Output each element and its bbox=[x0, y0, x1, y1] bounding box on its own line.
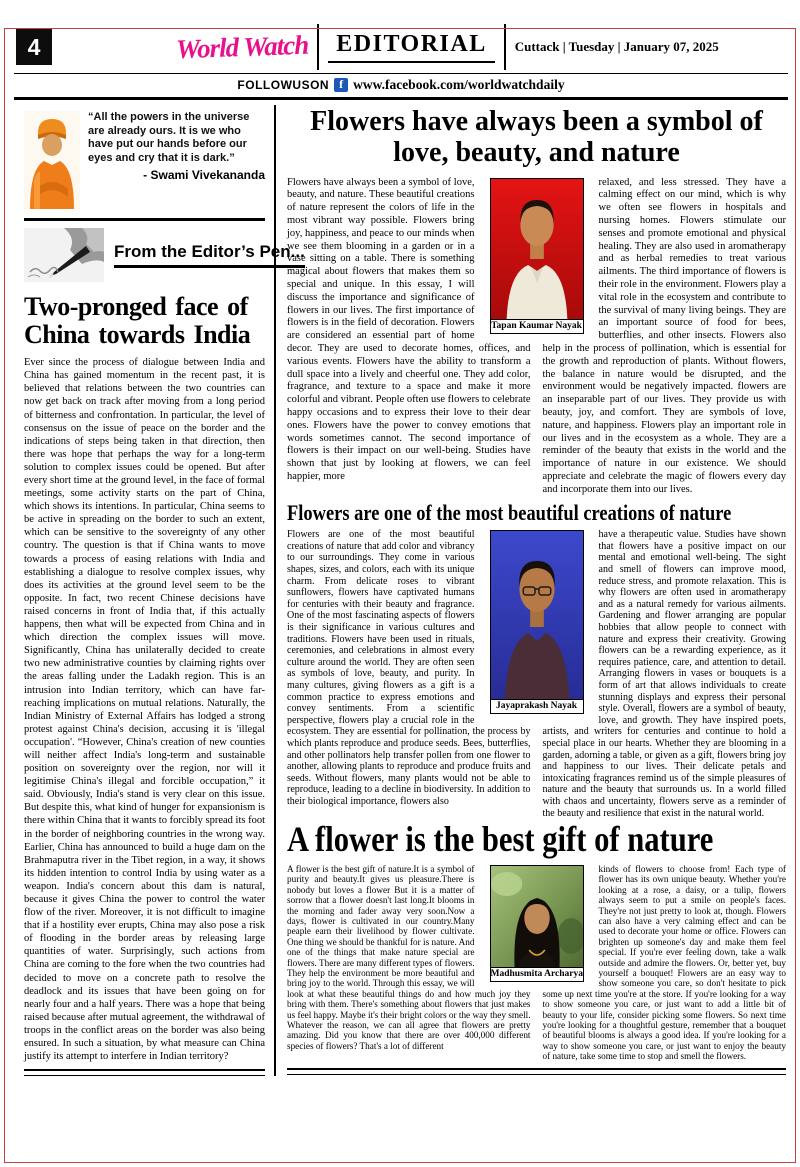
article-headline: A flower is the best gift of nature bbox=[287, 819, 714, 860]
photo-caption: Jayaprakash Nayak bbox=[490, 700, 584, 714]
photo-caption: Madhusmita Archarya bbox=[490, 968, 584, 982]
facebook-icon: f bbox=[334, 78, 348, 92]
article-column-left: A flower is the best gift of nature.It is a symbol of purity and beauty.It gives us pleasure.There is nobody but loves a flower But it is a matter of sorrow that a flower doesn't last long.It blooms in the morning and fader away very soon.Now a days, flower is cultivated in our country.Many peaple earn their livelihood by flower cultivate. One thing we should be thankful for is nature. And one of the things that make nature special are flowers. There are many different types of flowers. They help the environment be more beautiful and bring joy to the world. Through this essay, we will look at what these beautiful things do and how much joy they bring with them. There's something about flowers that just makes us feel happy. Maybe it's their bright colors or the way they smell. Whatever the reason, we can all agree that flowers are pretty amazing. Did you know that there are over 400,000 different species of flowers? That's a lot of different bbox=[287, 863, 531, 1051]
article-column-left: Flowers are one of the most beautiful creations of nature that add color and vibrancy to our surroundings. They come in various shapes, sizes, and colors, each with its unique charm. From delicate roses to vibrant sunflowers, flowers have captivated humans for centuries with their beauty and fragrance. One of the most fascinating aspects of flowers is their significance in various cultures and traditions. Flowers have been used in rituals, ceremonies, and celebrations in almost every culture around the world. They are often seen as symbols of love, beauty, and purity. In many cultures, giving flowers as a gift is a common practice to express emotions and convey sentiments. From a scientific perspective, flowers play a crucial role in the ecosystem. They are essential for pollination, the process by which plants reproduce and produce seeds. Bees, butterflies, and other pollinators help transfer pollen from one flower to another, allowing plants to reproduce and produce fruits and seeds. Without flowers, many plants would not be able to reproduce, leading to a decline in biodiversity. In addition to their biological importance, flowers also bbox=[287, 529, 531, 807]
masthead-divider bbox=[317, 24, 319, 70]
photo-box bbox=[490, 178, 584, 334]
page-body bbox=[18, 105, 788, 1076]
fountain-pen-image bbox=[24, 228, 104, 282]
dateline: Cuttack | Tuesday | January 07, 2025 bbox=[514, 39, 719, 54]
section-title: EDITORIAL bbox=[328, 31, 494, 63]
article-column-right: relaxed, and less stressed. They have a calming effect on our mind, which is why we often see flowers in hospitals and nursing homes. Flowers stimulate our senses and promote emotional and physical healing. They are also used in aromatherapy and as herbal remedies to treat various ailments. The third importance of flowers is their role in the environment. Flowers play a vital role in the ecosystem and contribute to the survival of many living beings. They are an important source of food for bees, butterflies, and other insects. Flowers also help in the process of pollination, which is essential for the growth and reproduction of plants. Without flowers, the balance in nature would be disrupted, and the environment would be negatively impacted. flowers are an inseparable part of our lives. They provide us with beauty, joy, and comfort. They are symbols of love, nature, and happiness. Flowers play an important role in our lives and in the ecosystem as a whole. They are a reminder of the beauty that exists in the world and the importance of nature in our existence. We should appreciate and celebrate the magic of flowers every day and incorporate them into our lives. bbox=[542, 176, 786, 495]
article-flowers-symbol bbox=[287, 107, 786, 497]
quote-box bbox=[24, 107, 265, 221]
article-column-right: kinds of flowers to choose from! Each type of flower has its own unique beauty. Whether you're looking at a rose, a daisy, or a tulip, flowers always seem to put a smile on people's faces. They're not just pretty to look at, though. Flowers can also have a very calming effect and can be used to decorate your home or office. Flowers can brighten up someone's day and make them feel special. If you're ever feeling down, take a walk outside and admire the flowers. Or, better yet, buy yourself a bouquet! Flowers are an easy way to show someone you care, so don't hesitate to pick some up next time you're at the store. If you're looking for a way to show someone you care, or just want to add a little bit of beauty to your life, consider picking some flowers. So next time you're looking for a thoughtful gesture, remember that a bouquet of beautiful blooms is always a good idea. If you're looking for a way to show someone you care, or just want to enjoy the beauty of nature, take some time to stop and smell the flowers. bbox=[542, 863, 786, 1062]
world-watch-logo: World Watch bbox=[175, 29, 309, 64]
follow-us-label: FOLLOWUSON bbox=[237, 78, 330, 92]
masthead-divider bbox=[504, 24, 506, 70]
article-flower-best-gift bbox=[287, 821, 786, 1062]
editors-pen-banner: From the Editor’s Pen... bbox=[114, 242, 305, 268]
bottom-rule bbox=[287, 1068, 786, 1075]
article-column-left: Flowers have always been a symbol of love, beauty, and nature. These beautiful creations of nature represent the colors of life in the most vibrant way possible. Flowers bring joy, happiness, and peace to our minds when we see them blooming in a garden or in a vase sitting on a table. There is something magical about flowers that makes them so special and unique. In this essay, I will discuss the importance and significance of flowers in our lives. The first importance of flowers is in the field of decoration. Flowers are considered an essential part of home decor. They are used to decorate homes, offices, and various events. Flowers have the ability to transform a dull space into a lively and cheerful one. They add color, fragrance, and texture to a space and make it more colorful and vibrant. People often use flowers to celebrate happy occasions and to express their love to their dear ones. Flowers have the power to convey emotions that words sometimes cannot. The second importance of flowers is their impact on our well-being. Studies have shown that just by looking at flowers, we can feel happier, more bbox=[287, 176, 531, 482]
editorial-body: Ever since the process of dialogue between India and China has gained momentum in the recent past, it is believed that relations between the two countries can now get back on track after moving from a long period of bitterness and confrontation. In particular, the level of consensus on the issue of peace on the border and the indications of steps being taken in that direction, then there was hope that perhaps the way for a long-term solution to complex issues could be opened. But after every short time at the ground level, in the face of formal meetings, some activity starts on the part of China, which shows its intentions. In particular, China seems to be active in spreading on the border to such an extent, which can be sensitive to the sovereignty of any other country. The question is that if China wants to move towards a process of easing relations with India and establishing a dialogue to resolve complex issues, why does its activities at the ground level seem to be the opposite. In fact, two recent Chinese decisions have raised concerns in front of India that, if this actually happens, then what will be expected from China and in which direction the complex issues will move. Significantly, China has unilaterally decided to create two new administrative counties by claiming rights over the areas falling under the Ladakh region. This is an intrusion into Indian territory, which can have far-reaching implications on mutual relations. Naturally, the Indian Ministry of External Affairs has lodged a strong protest against China's decision, accusing it is 'illegal occupation'. “However, China's creation of new counties will neither affect India's long-term and sustainable position on sovereignty over the region, nor will it legitimise China's illegal and forcible occupation,” it said. Obviously, India's stand is very clear on this issue. But despite this, what kind of hunger for expansionism is there within China that it wants to forcibly spread its foot in the border of neighboring countries in the wrong way. Earlier, China has announced to build a huge dam on the Brahmaputra river in the Tibet region, in a way, it shows its hidden intention to control India by using water as a weapon. India's concern about this dam is natural, because it gives China the power to control the water flow of the river. Moreover, it is not difficult to imagine that if a hostility ever erupts, China may also pose a risk of flooding in the border areas by releasing large quantities of water. Surprisingly, such actions from China are coming to the fore when the two countries had decided to move on a concrete path to resolve the deadlock and its issues that have been going on for nearly four and a half years. There was a hope that being raised because after mutual agreement, the withdrawal of troops in the conflict areas on the border was also being ensured. In such a situation, by what measure can China justify its attempt to interfere in Indian territory? bbox=[24, 357, 265, 1063]
article-body bbox=[287, 864, 786, 1062]
article-body bbox=[287, 529, 786, 819]
editor-banner bbox=[24, 221, 305, 285]
quote-author: - Swami Vivekananda bbox=[143, 168, 265, 183]
madhusmita-archarya-photo bbox=[490, 865, 584, 968]
editorial-headline: Two-pronged face of China towards India bbox=[24, 292, 251, 350]
photo-caption: Tapan Kaumar Nayak bbox=[490, 320, 584, 334]
article-column-right: have a therapeutic value. Studies have shown that flowers have a positive impact on our mental and emotional well-being. The sight and smell of flowers can improve mood, reduce stress, and promote relaxation. This is why flowers are often used in aromatherapy and as a natural remedy for various ailments. Gardening and flower arranging are popular hobbies that allow people to connect with nature and express their creativity. Growing flowers can be a rewarding experience, as it requires patience, care, and attention to detail. Arranging flowers in vases or bouquets is a form of art that allows individuals to create stunning displays and express their personal style. Overall, flowers are a symbol of beauty, love, and growth. They have inspired poets, artists, and writers for centuries and continue to hold a special place in our hearts. Whether they are blooming in a garden, adorning a table, or given as a gift, flowers bring joy and happiness to our lives. Their delicate petals and intoxicating fragrances remind us of the simple pleasures of nature and the beauty that surrounds us. In a world filled with chaos and uncertainty, flowers serve as a reminder of the beauty and resilience that exist in the natural world. bbox=[542, 529, 786, 819]
masthead bbox=[14, 24, 788, 100]
jayaprakash-nayak-photo bbox=[490, 530, 584, 700]
bottom-rule bbox=[24, 1069, 265, 1076]
article-flowers-creations bbox=[287, 501, 786, 820]
article-headline: Flowers are one of the most beautiful creations of nature bbox=[287, 499, 732, 525]
editor-column bbox=[18, 105, 305, 1076]
facebook-url: www.facebook.com/worldwatchdaily bbox=[353, 77, 565, 92]
follow-row bbox=[14, 74, 788, 97]
swami-vivekananda-image bbox=[24, 111, 80, 209]
quote-content bbox=[88, 111, 265, 209]
quote-text: “All the powers in the universe are already ours. It is we who have put our hands before our eyes and cry that it is dark.” bbox=[88, 111, 250, 164]
page-number: 4 bbox=[16, 29, 52, 65]
photo-box bbox=[490, 865, 584, 982]
tapan-kaumar-nayak-photo bbox=[490, 178, 584, 320]
article-headline: Flowers have always been a symbol of love, beauty, and nature bbox=[310, 106, 763, 168]
masthead-row bbox=[14, 24, 788, 74]
photo-box bbox=[490, 530, 584, 714]
articles-column bbox=[276, 105, 788, 1076]
article-body bbox=[287, 177, 786, 497]
